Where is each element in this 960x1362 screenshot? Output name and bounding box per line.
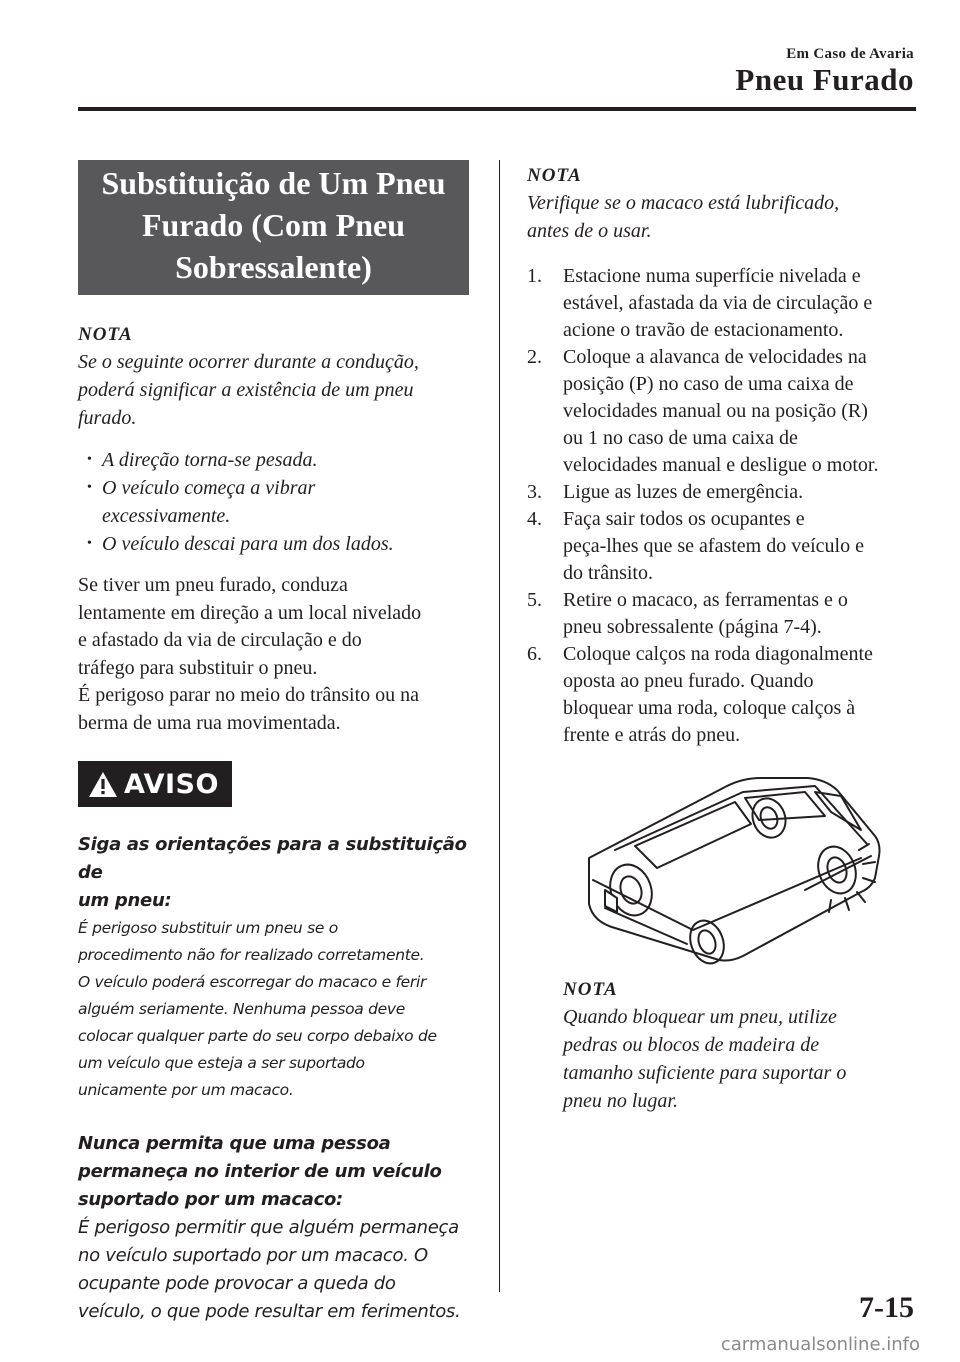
nota-block-chocks	[563, 976, 923, 1115]
aviso-label: AVISO	[124, 768, 219, 800]
aviso-badge	[78, 761, 232, 807]
procedure-step	[527, 506, 922, 587]
body-line: e afastado da via de circulação e do	[78, 629, 362, 651]
step-line: do trânsito.	[563, 562, 653, 584]
nota-line: poderá significar a existência de um pneu	[78, 379, 414, 401]
nota-line: antes de o usar.	[527, 220, 652, 242]
warning-heading-line: suportado por um macaco:	[78, 1189, 343, 1210]
procedure-steps	[527, 263, 922, 749]
symptom-item: • O veículo descai para um dos lados.	[78, 530, 470, 558]
step-number: 6.	[527, 643, 542, 665]
symptom-list	[78, 446, 470, 558]
step-line: peça-lhes que se afastem do veículo e	[563, 535, 864, 557]
column-divider	[499, 160, 500, 1292]
nota-line: pneu no lugar.	[563, 1090, 678, 1112]
watermark: carmanualsonline.info	[720, 1334, 920, 1355]
warning-text-line: alguém seriamente. Nenhuma pessoa deve	[78, 1000, 405, 1018]
step-number: 2.	[527, 346, 542, 368]
nota-line: tamanho suficiente para suportar o	[563, 1062, 847, 1084]
step-line: velocidades manual ou na posição (R)	[563, 400, 868, 422]
right-column	[527, 160, 922, 1112]
warning-1	[78, 831, 470, 1104]
step-text	[563, 344, 922, 479]
procedure-step	[527, 344, 922, 479]
step-line: posição (P) no caso de uma caixa de	[563, 373, 854, 395]
body-line: É perigoso parar no meio do trânsito ou na	[78, 684, 420, 706]
warning-heading-line: Nunca permita que uma pessoa	[78, 1133, 391, 1154]
step-text	[563, 641, 922, 749]
step-line: Coloque a alavanca de velocidades na	[563, 346, 867, 368]
header-chapter-title: Pneu Furado	[735, 62, 914, 97]
nota-block-right	[527, 162, 922, 245]
step-line: ou 1 no caso de uma caixa de	[563, 427, 798, 449]
warning-text-line: procedimento não for realizado corretamente.	[78, 946, 425, 964]
nota-label: NOTA	[527, 165, 582, 186]
car-wheel-chock-illustration	[575, 740, 895, 970]
warning-2	[78, 1130, 470, 1326]
step-line: estável, afastada da via de circulação e	[563, 292, 873, 314]
warning-text-line: É perigoso substituir um pneu se o	[78, 919, 338, 937]
step-line: Retire o macaco, as ferramentas e o	[563, 589, 848, 611]
step-line: Faça sair todos os ocupantes e	[563, 508, 805, 530]
step-line: Coloque calços na roda diagonalmente	[563, 643, 873, 665]
section-title-line: Sobressalente)	[175, 249, 372, 285]
section-title-line: Substituição de Um Pneu	[101, 165, 446, 201]
step-text	[563, 263, 922, 344]
nota-line: furado.	[78, 407, 137, 429]
header-section: Em Caso de Avaria	[786, 46, 914, 62]
warning-heading-line: permaneça no interior de um veículo	[78, 1161, 442, 1182]
step-text	[563, 506, 922, 587]
nota-label: NOTA	[563, 979, 618, 1000]
warning-text-line: unicamente por um macaco.	[78, 1081, 294, 1099]
symptom-item: • O veículo começa a vibrar	[78, 474, 470, 502]
nota-line: Quando bloquear um pneu, utilize	[563, 1006, 837, 1028]
body-line: berma de uma rua movimentada.	[78, 711, 341, 734]
warning-heading-line: um pneu:	[78, 890, 172, 911]
step-number: 5.	[527, 589, 542, 611]
step-line: velocidades manual e desligue o motor.	[563, 454, 879, 476]
body-line: tráfego para substituir o pneu.	[78, 656, 318, 679]
warning-text-line: O veículo poderá escorregar do macaco e ferir	[78, 973, 427, 991]
page-number: 7-15	[859, 1291, 914, 1324]
step-line: Estacione numa superfície nivelada e	[563, 265, 861, 287]
header-rule	[78, 107, 916, 111]
nota-line: pedras ou blocos de madeira de	[563, 1034, 820, 1056]
body-line: Se tiver um pneu furado, conduza	[78, 574, 348, 596]
procedure-step	[527, 263, 922, 344]
warning-text-line: É perigoso permitir que alguém permaneça	[78, 1217, 459, 1238]
warning-text-line: ocupante pode provocar a queda do	[78, 1273, 396, 1294]
procedure-step	[527, 479, 922, 506]
nota-line: Se o seguinte ocorrer durante a condução,	[78, 351, 419, 373]
left-column	[78, 160, 470, 1326]
procedure-step	[527, 587, 922, 641]
warning-text-line: um veículo que esteja a ser suportado	[78, 1054, 365, 1072]
step-line: frente e atrás do pneu.	[563, 724, 741, 746]
warning-triangle-icon	[88, 771, 118, 798]
step-line: pneu sobressalente (página 7-4).	[563, 616, 822, 638]
step-text	[563, 587, 922, 641]
step-text	[563, 479, 922, 506]
warning-text-line: colocar qualquer parte do seu corpo debaixo de	[78, 1027, 437, 1045]
intro-paragraph	[78, 572, 470, 737]
step-line: oposta ao pneu furado. Quando	[563, 670, 814, 692]
section-title-line: Furado (Com Pneu	[141, 207, 406, 243]
warning-text-line: veículo, o que pode resultar em ferimentos.	[78, 1301, 461, 1322]
step-line: acione o travão de estacionamento.	[563, 319, 844, 341]
step-number: 3.	[527, 481, 542, 503]
nota-block	[78, 321, 470, 558]
body-line: lentamente em direção a um local nivelado	[78, 601, 422, 624]
step-number: 4.	[527, 508, 542, 530]
step-number: 1.	[527, 265, 542, 287]
warning-text-line: no veículo suportado por um macaco. O	[78, 1245, 428, 1266]
symptom-item: • A direção torna-se pesada.	[78, 446, 470, 474]
aviso-badge-wrap	[78, 761, 470, 807]
nota-line: Verifique se o macaco está lubrificado,	[527, 192, 840, 214]
step-line: bloquear uma roda, coloque calços à	[563, 697, 856, 719]
section-title-box	[78, 160, 469, 295]
step-line: Ligue as luzes de emergência.	[563, 481, 804, 503]
procedure-step	[527, 641, 922, 749]
symptom-item-continuation: excessivamente.	[102, 505, 231, 527]
warning-heading-line: Siga as orientações para a substituição de	[78, 834, 467, 883]
nota-label: NOTA	[78, 324, 133, 345]
